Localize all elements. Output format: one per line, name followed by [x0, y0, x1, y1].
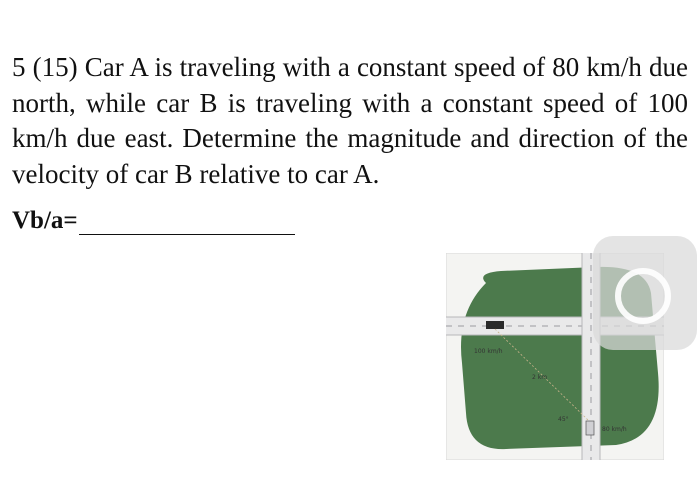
- circle-icon: [615, 268, 671, 324]
- distance-label: 2 km: [532, 374, 548, 381]
- angle-label: 45°: [558, 416, 569, 423]
- car-b-speed-label: 100 km/h: [474, 348, 503, 355]
- floating-overlay-button[interactable]: [593, 236, 697, 350]
- car-a-speed-label: 80 km/h: [602, 426, 627, 433]
- car-b: [486, 321, 504, 329]
- answer-label: Vb/a=: [12, 207, 78, 234]
- car-a: [586, 421, 594, 435]
- problem-statement: 5 (15) Car A is traveling with a constant speed of 80 km/h due north, while car B is traveling with a constant speed of 100 km/h due east. Determine the magnitude and direction of the velocity of car B relative to car A.: [12, 52, 688, 189]
- answer-row: [12, 207, 295, 235]
- answer-blank[interactable]: [79, 208, 295, 235]
